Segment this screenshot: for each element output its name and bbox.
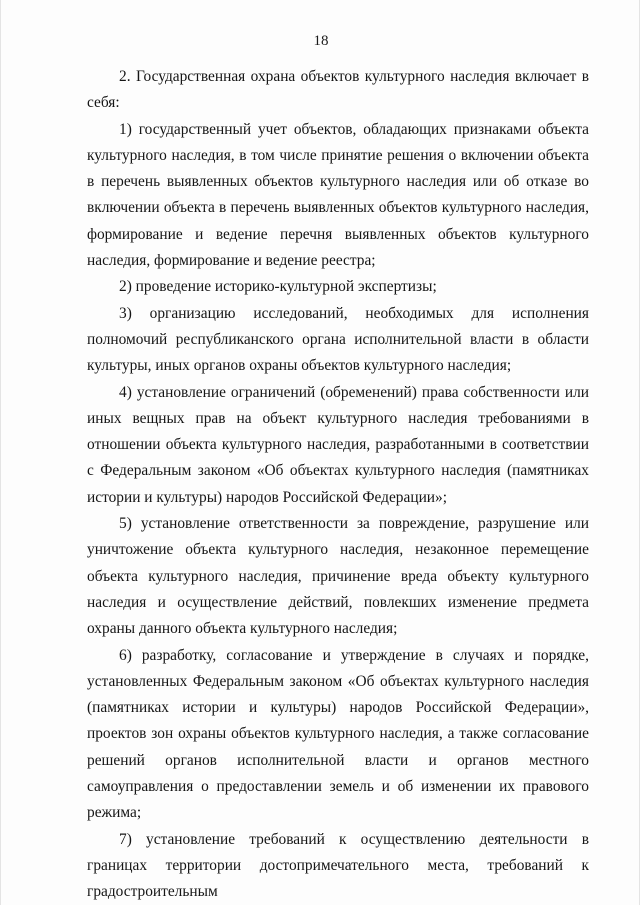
paragraph-item-1: 1) государственный учет объектов, обладающих признаками объекта культурного наследия, в том числе принятие решения о включении объекта в перечень выявленных объектов культурного наследия или об отказе во включении объекта в перечень выявленных объектов культурного наследия, формирование и ведение перечня выявленных объектов культурного наследия, формирование и ведение реестра;	[87, 120, 589, 270]
paragraph-item-6: 6) разработку, согласование и утверждение в случаях и порядке, установленных Федеральным законом «Об объектах культурного наследия (памятниках истории и культуры) народов Российской Федерации», проектов зон охраны объектов культурного наследия, а также согласование решений органов исполнительной власти и органов местного самоуправления о предоставлении земель и об изменении их правового режима;	[87, 646, 589, 822]
paragraph-item-3: 3) организацию исследований, необходимых для исполнения полномочий республиканского органа исполнительной власти в области культуры, иных органов охраны объектов культурного наследия;	[87, 304, 589, 375]
document-body	[87, 64, 589, 906]
page-number: 18	[313, 33, 329, 49]
paragraph-intro: 2. Государственная охрана объектов культурного наследия включает в себя:	[87, 68, 589, 112]
paragraph-item-2: 2) проведение историко-культурной экспертизы;	[119, 278, 437, 296]
paragraph-item-5: 5) установление ответственности за повреждение, разрушение или уничтожение объекта культурного наследия, незаконное перемещение объекта культурного наследия, причинение вреда объекту культурного наследия и осуществление действий, повлекших изменение предмета охраны данного объекта культурного наследия;	[87, 515, 589, 638]
paragraph-item-4: 4) установление ограничений (обременений) права собственности или иных вещных прав на объект культурного наследия требованиями в отношении объекта культурного наследия, разработанными в соответствии с Федеральным законом «Об объектах культурного наследия (памятниках истории и культуры) народов Российской Федерации»;	[87, 383, 589, 506]
paragraph-item-7: 7) установление требований к осуществлению деятельности в границах территории достопримечательного места, требований к градостроительным	[87, 830, 589, 901]
